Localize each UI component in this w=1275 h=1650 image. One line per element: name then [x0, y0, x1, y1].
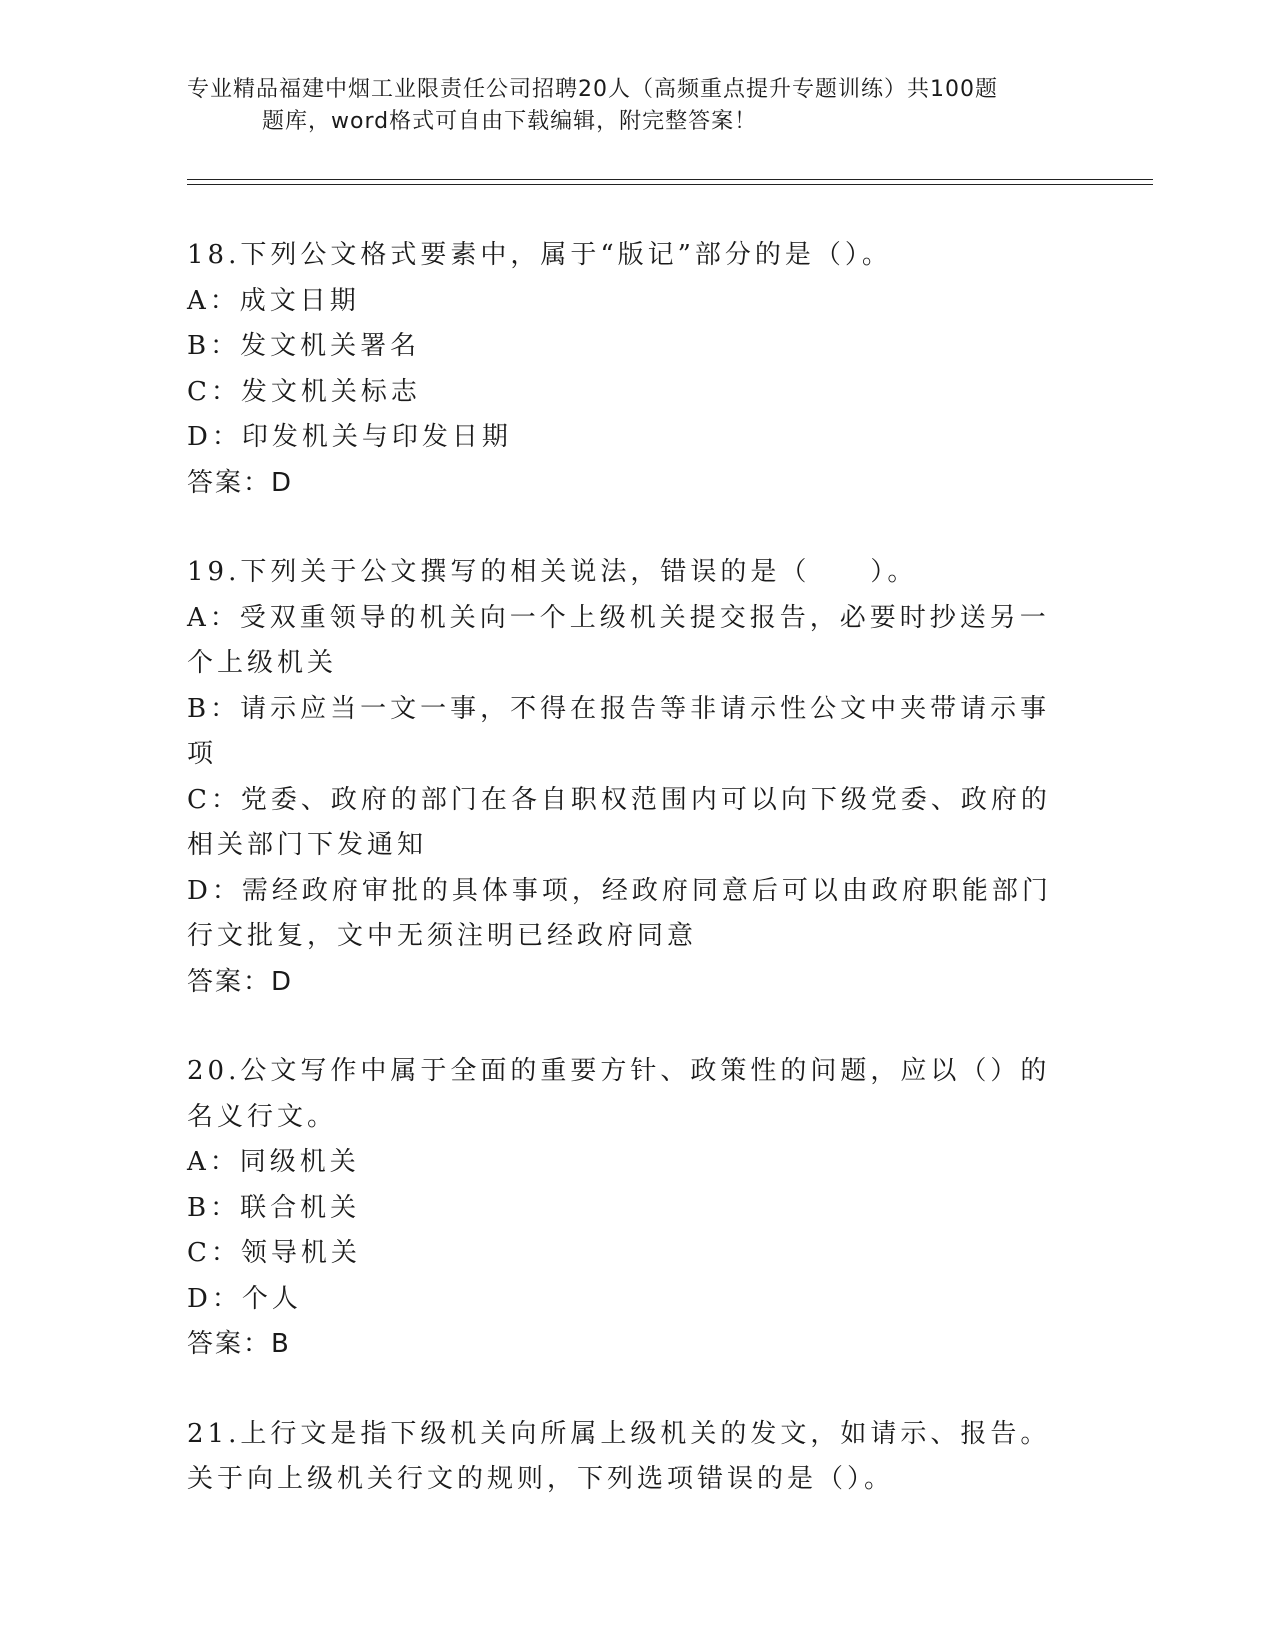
option-a: A：成文日期 — [187, 285, 360, 316]
answer: 答案：D — [187, 467, 294, 498]
question-list — [187, 233, 1067, 1547]
option-c: C：领导机关 — [187, 1238, 361, 1268]
option-d: D：个人 — [187, 1283, 302, 1314]
header-divider-top — [187, 179, 1153, 180]
answer: 答案：D — [187, 966, 294, 997]
document-title-line-2: 题库，word格式可自由下载编辑，附完整答案！ — [262, 109, 758, 134]
question-20 — [187, 1049, 1067, 1368]
question-stem: 20.公文写作中属于全面的重要方针、政策性的问题，应以（）的名义行文。 — [187, 1056, 1051, 1132]
option-a: A：同级机关 — [187, 1147, 360, 1177]
answer: 答案：B — [187, 1329, 291, 1359]
option-c: C：发文机关标志 — [187, 376, 421, 407]
question-18 — [187, 233, 1067, 506]
option-b: B：联合机关 — [187, 1192, 361, 1223]
option-b: B：请示应当一文一事，不得在报告等非请示性公文中夹带请示事项 — [187, 693, 1051, 769]
option-d: D：印发机关与印发日期 — [187, 422, 512, 452]
option-d: D：需经政府审批的具体事项，经政府同意后可以由政府职能部门行文批复，文中无须注明已经政府同意 — [187, 875, 1052, 951]
option-a: A：受双重领导的机关向一个上级机关提交报告，必要时抄送另一个上级机关 — [187, 602, 1050, 678]
question-stem: 21.上行文是指下级机关向所属上级机关的发文，如请示、报告。关于向上级机关行文的规则，下列选项错误的是（）。 — [187, 1418, 1051, 1494]
question-21 — [187, 1412, 1067, 1503]
option-b: B：发文机关署名 — [187, 331, 421, 361]
question-19 — [187, 550, 1067, 1005]
question-stem: 18.下列公文格式要素中，属于“版记”部分的是（）。 — [187, 240, 892, 270]
question-stem: 19.下列关于公文撰写的相关说法，错误的是（ ）。 — [187, 557, 918, 587]
document-title-line-1: 专业精品福建中烟工业限责任公司招聘20人（高频重点提升专题训练）共100题 — [187, 77, 998, 102]
option-c: C：党委、政府的部门在各自职权范围内可以向下级党委、政府的相关部门下发通知 — [187, 784, 1051, 860]
header-divider-bottom — [187, 184, 1153, 185]
